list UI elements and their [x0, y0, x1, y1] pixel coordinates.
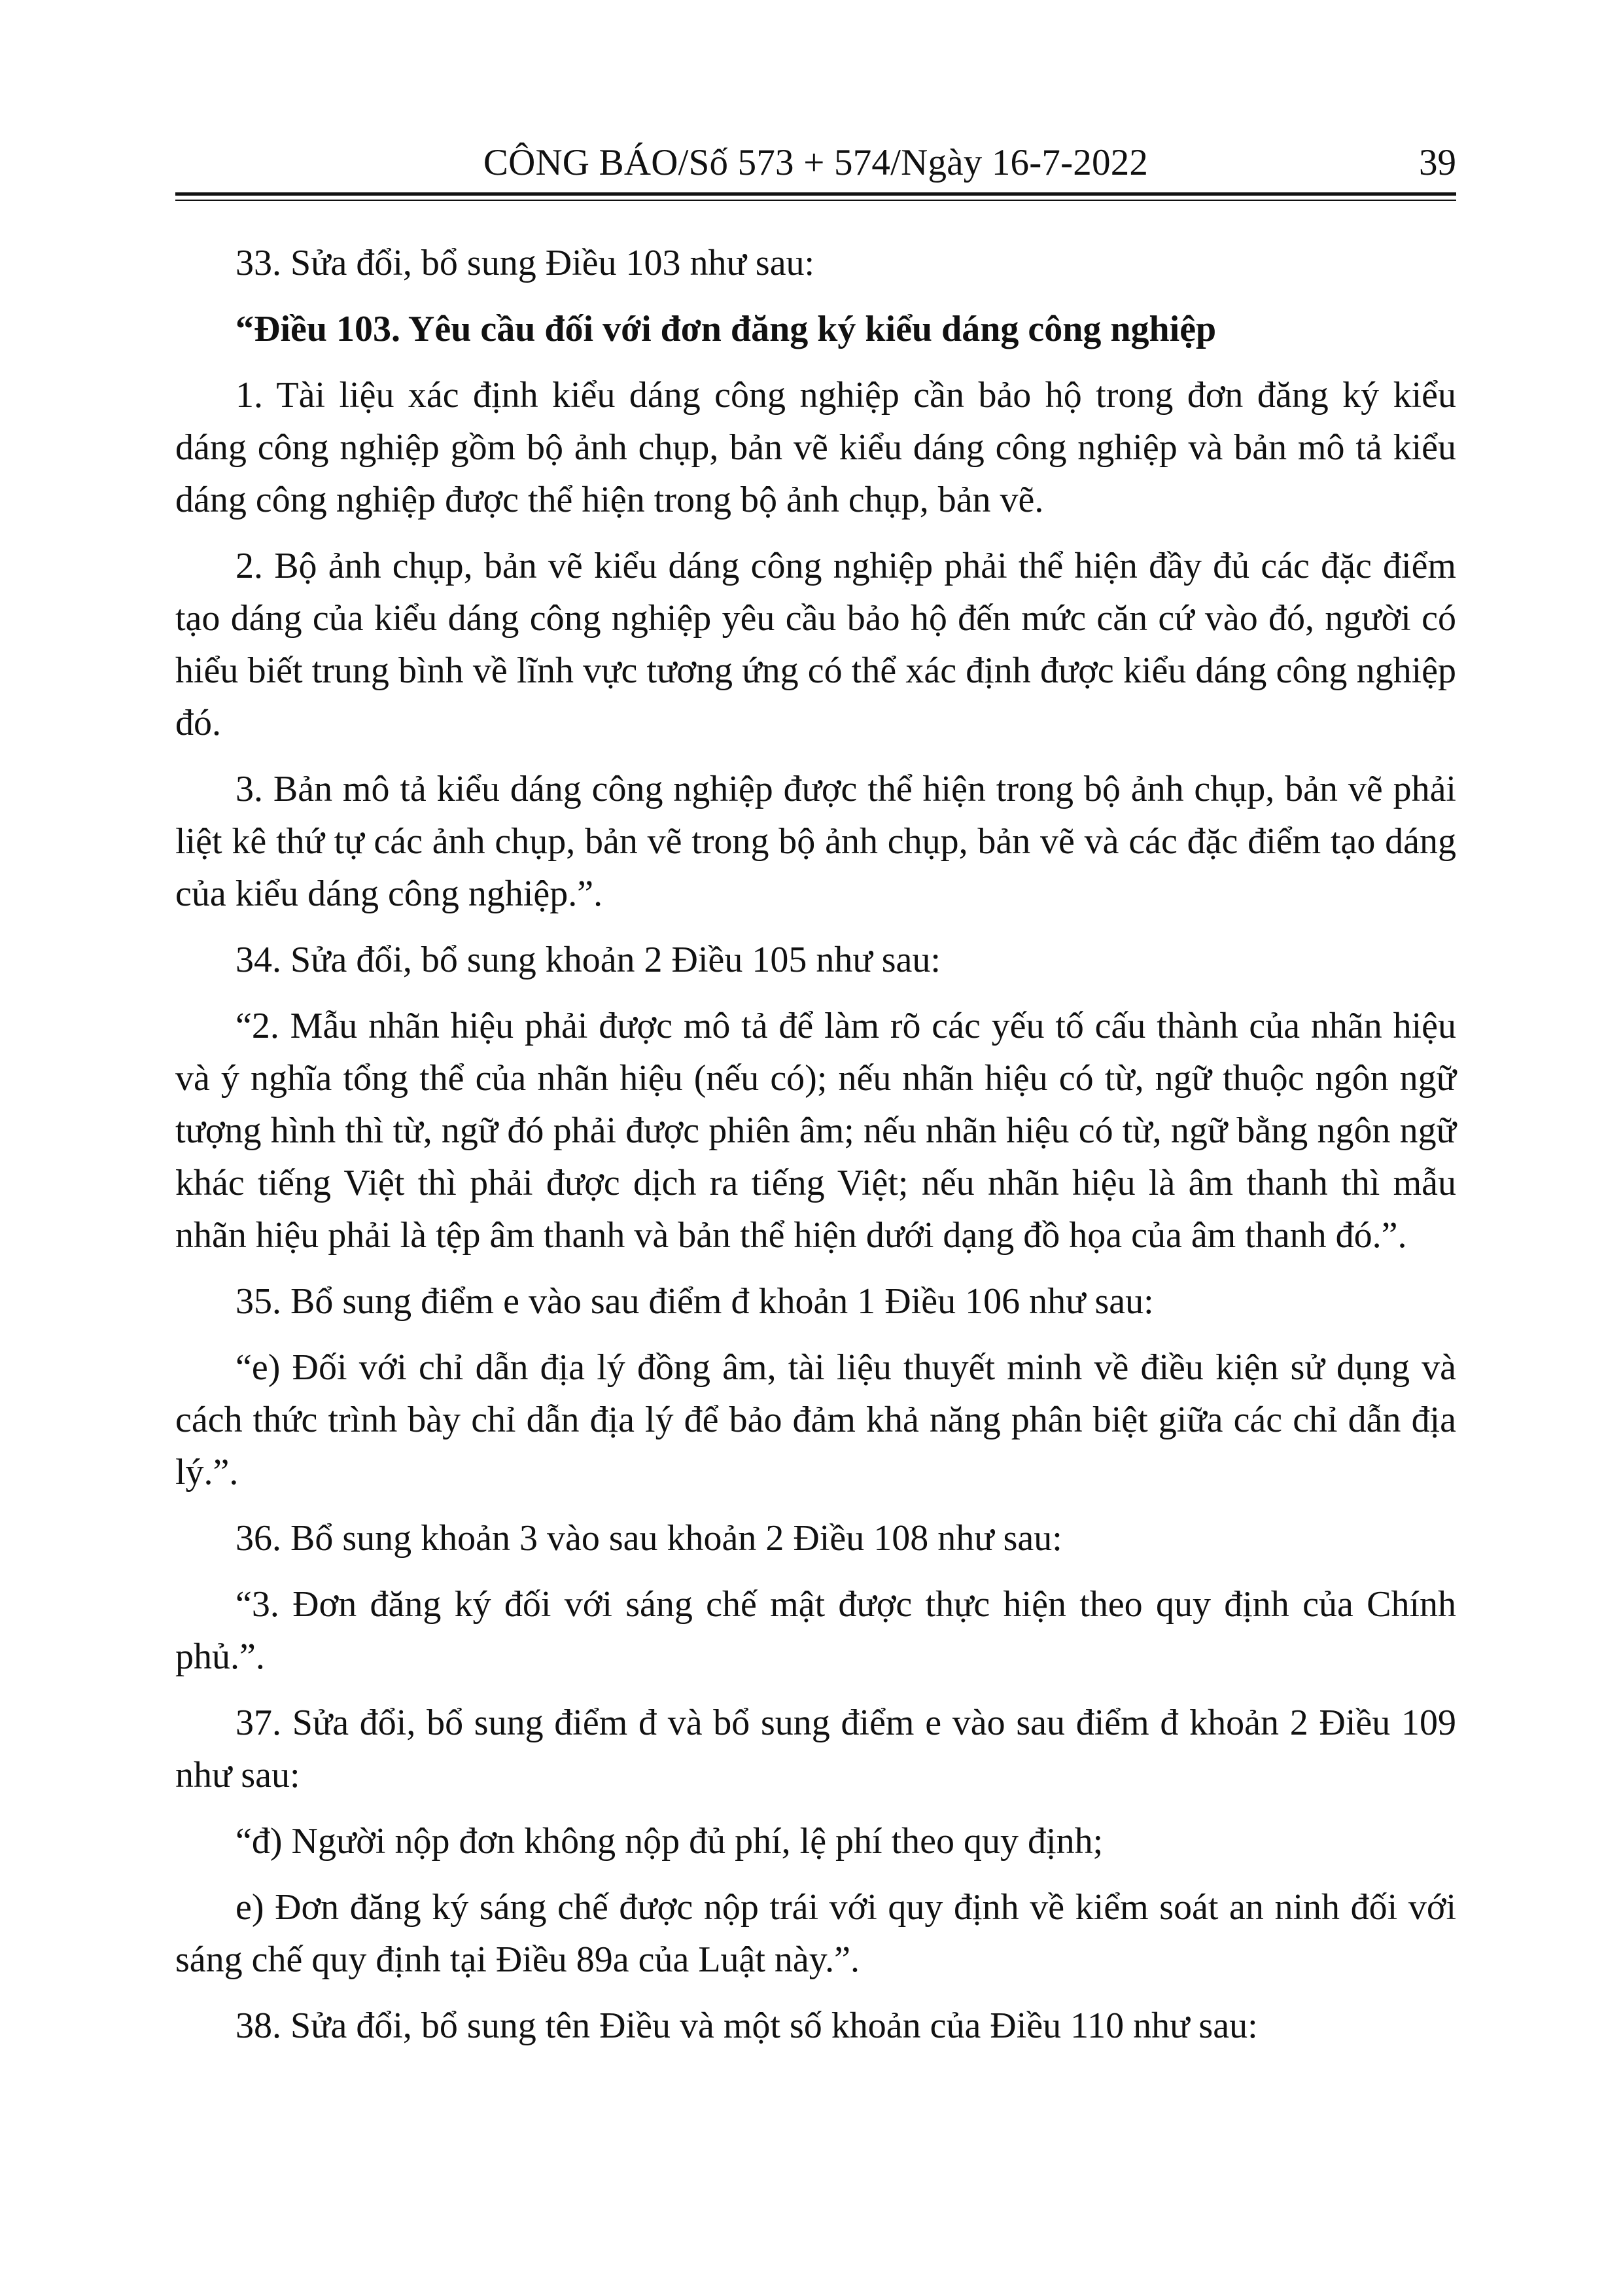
header-rule-thick	[175, 192, 1456, 196]
paragraph-item-33: 33. Sửa đổi, bổ sung Điều 103 như sau:	[236, 243, 815, 283]
article-105-clause-2: “2. Mẫu nhãn hiệu phải được mô tả để làm rõ các yếu tố cấu thành của nhãn hiệu và ý nghĩa tổng thể của nhãn hiệu (nếu có); nếu nhãn hiệu có từ, ngữ thuộc ngôn ngữ tượng hình thì từ, ngữ đó phải được phiên âm; nếu nhãn hiệu có từ, ngữ bằng ngôn ngữ khác tiếng Việt thì phải được dịch ra tiếng Việt; nếu nhãn hiệu là âm thanh thì mẫu nhãn hiệu phải là tệp âm thanh và bản thể hiện dưới dạng đồ họa của âm thanh đó.”.	[175, 1006, 1456, 1256]
page-header	[175, 140, 1456, 186]
article-103-clause-3: 3. Bản mô tả kiểu dáng công nghiệp được thể hiện trong bộ ảnh chụp, bản vẽ phải liệt kê thứ tự các ảnh chụp, bản vẽ trong bộ ảnh chụp, bản vẽ và các đặc điểm tạo dáng của kiểu dáng công nghiệp.”.	[175, 769, 1456, 914]
article-103-clause-1: 1. Tài liệu xác định kiểu dáng công nghiệp cần bảo hộ trong đơn đăng ký kiểu dáng công nghiệp gồm bộ ảnh chụp, bản vẽ kiểu dáng công nghiệp và bản mô tả kiểu dáng công nghiệp được thể hiện trong bộ ảnh chụp, bản vẽ.	[175, 375, 1456, 520]
article-103-heading: “Điều 103. Yêu cầu đối với đơn đăng ký kiểu dáng công nghiệp	[236, 309, 1217, 349]
article-108-clause-3: “3. Đơn đăng ký đối với sáng chế mật được thực hiện theo quy định của Chính phủ.”.	[175, 1584, 1456, 1677]
page-number: 39	[1419, 142, 1456, 183]
document-body	[175, 237, 1456, 2066]
article-106-point-e: “e) Đối với chỉ dẫn địa lý đồng âm, tài liệu thuyết minh về điều kiện sử dụng và cách thức trình bày chỉ dẫn địa lý để bảo đảm khả năng phân biệt giữa các chỉ dẫn địa lý.”.	[175, 1347, 1456, 1492]
article-109-point-dd: “đ) Người nộp đơn không nộp đủ phí, lệ phí theo quy định;	[236, 1821, 1104, 1862]
paragraph-item-36: 36. Bổ sung khoản 3 vào sau khoản 2 Điều 108 như sau:	[236, 1518, 1062, 1559]
gazette-header-title: CÔNG BÁO/Số 573 + 574/Ngày 16-7-2022	[483, 142, 1149, 183]
article-103-clause-2: 2. Bộ ảnh chụp, bản vẽ kiểu dáng công nghiệp phải thể hiện đầy đủ các đặc điểm tạo dáng của kiểu dáng công nghiệp yêu cầu bảo hộ đến mức căn cứ vào đó, người có hiểu biết trung bình về lĩnh vực tương ứng có thể xác định được kiểu dáng công nghiệp đó.	[175, 546, 1456, 743]
paragraph-item-38: 38. Sửa đổi, bổ sung tên Điều và một số khoản của Điều 110 như sau:	[236, 2005, 1258, 2046]
paragraph-item-34: 34. Sửa đổi, bổ sung khoản 2 Điều 105 như sau:	[236, 940, 941, 980]
paragraph-item-35: 35. Bổ sung điểm e vào sau điểm đ khoản 1 Điều 106 như sau:	[236, 1281, 1154, 1322]
article-109-point-e: e) Đơn đăng ký sáng chế được nộp trái với quy định về kiểm soát an ninh đối với sáng chế quy định tại Điều 89a của Luật này.”.	[175, 1887, 1456, 1980]
header-rule-thin	[175, 200, 1456, 201]
paragraph-item-37: 37. Sửa đổi, bổ sung điểm đ và bổ sung điểm e vào sau điểm đ khoản 2 Điều 109 như sau:	[175, 1703, 1456, 1795]
